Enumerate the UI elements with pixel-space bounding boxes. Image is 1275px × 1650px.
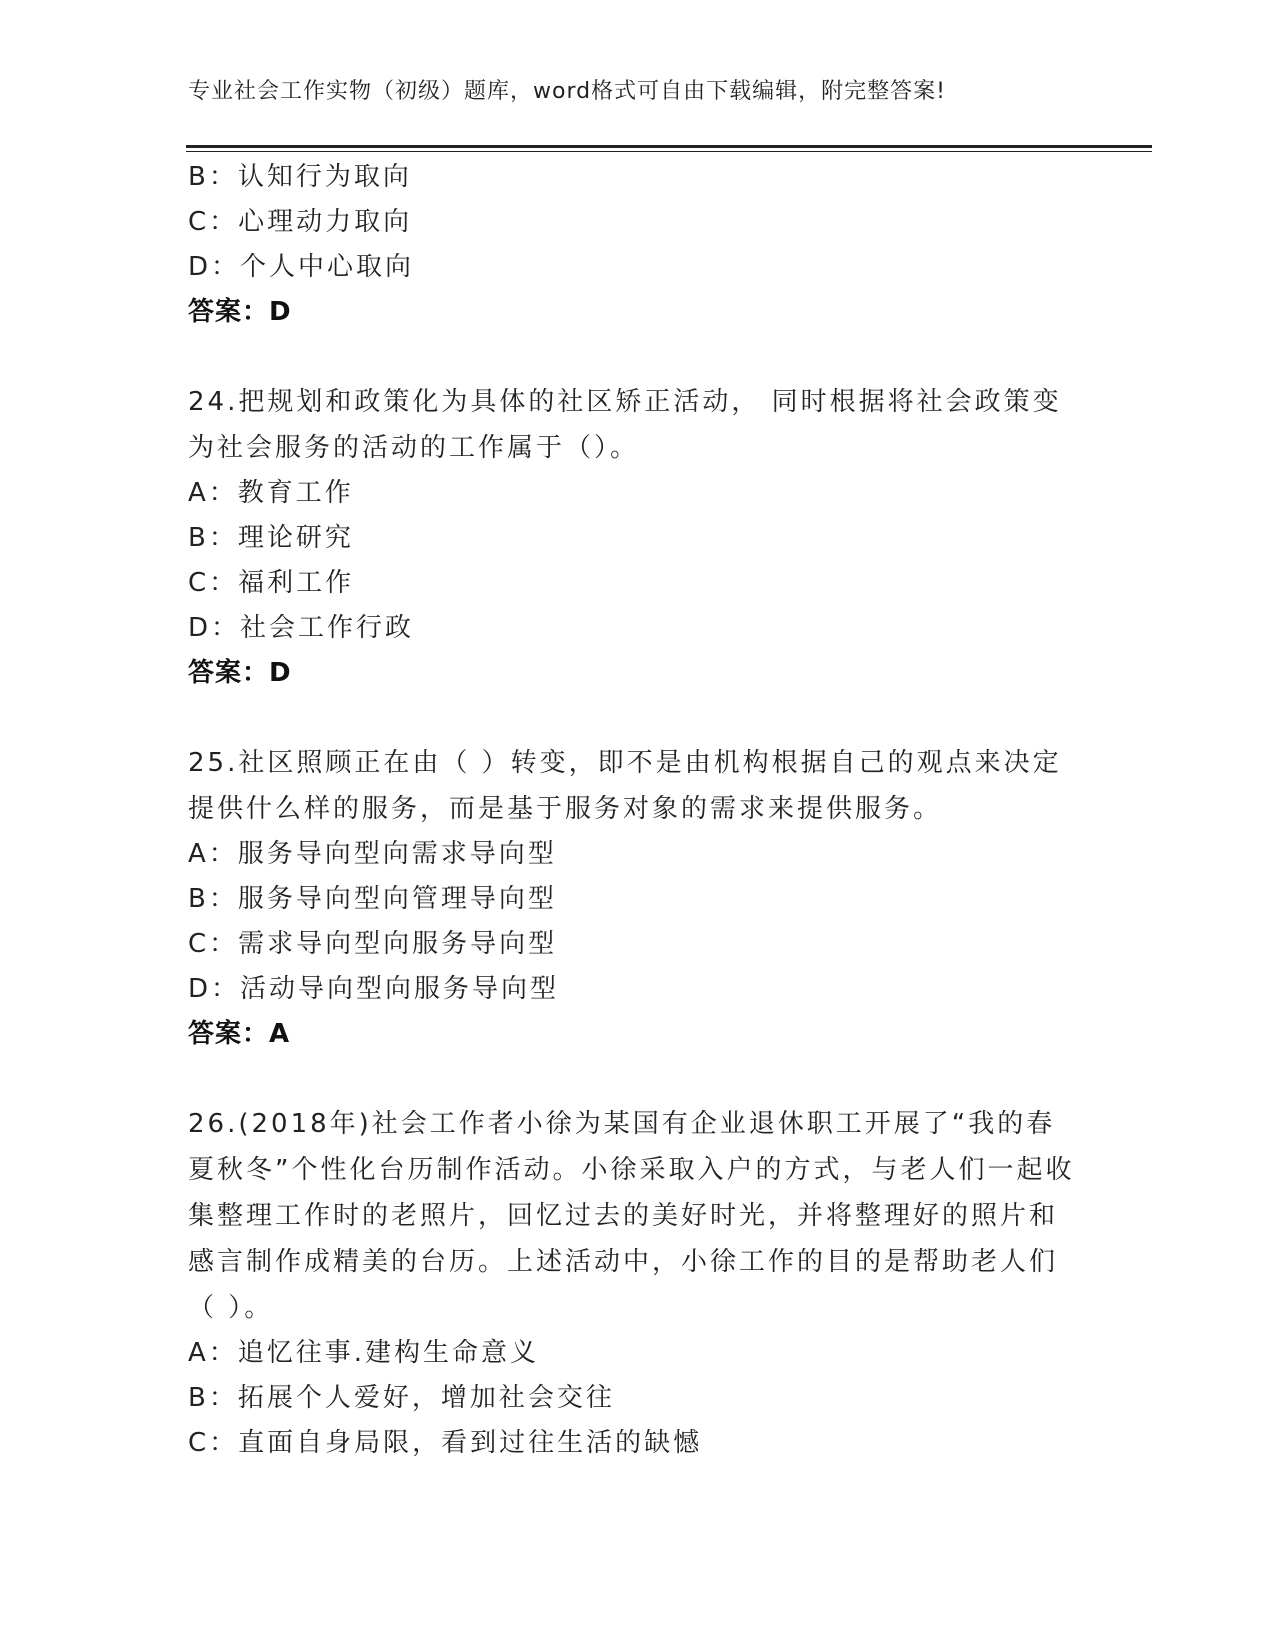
- option-c: C：直面自身局限，看到过往生活的缺憾: [188, 1428, 703, 1458]
- option-a: A：追忆往事.建构生命意义: [188, 1338, 540, 1368]
- question-26: [188, 1101, 1088, 1466]
- page-header: 专业社会工作实物（初级）题库，word格式可自由下载编辑，附完整答案!: [188, 79, 946, 104]
- answer-line: 答案：D: [188, 658, 292, 688]
- question-24: [188, 379, 1088, 696]
- question-stem: 24.把规划和政策化为具体的社区矫正活动， 同时根据将社会政策变为社会服务的活动的工作属于（）。: [188, 387, 1062, 463]
- option-c: C：福利工作: [188, 568, 355, 598]
- answer-line: 答案：D: [188, 297, 292, 327]
- option-a: A：服务导向型向需求导向型: [188, 839, 557, 869]
- option-b: B：拓展个人爱好，增加社会交往: [188, 1383, 615, 1413]
- option-a: A：教育工作: [188, 478, 354, 508]
- answer-line: 答案：A: [188, 1019, 291, 1049]
- header-divider: [186, 145, 1152, 148]
- question-stem: 25.社区照顾正在由（ ）转变，即不是由机构根据自己的观点来决定提供什么样的服务，而是基于服务对象的需求来提供服务。: [188, 748, 1062, 824]
- option-b: B：认知行为取向: [188, 162, 412, 192]
- question-23-tail: [188, 155, 1088, 335]
- document-body: [188, 155, 1088, 1466]
- option-b: B：服务导向型向管理导向型: [188, 884, 557, 914]
- option-d: D：活动导向型向服务导向型: [188, 974, 560, 1004]
- question-25: [188, 740, 1088, 1057]
- question-stem: 26.(2018年)社会工作者小徐为某国有企业退休职工开展了“我的春夏秋冬”个性化台历制作活动。小徐采取入户的方式，与老人们一起收集整理工作时的老照片，回忆过去的美好时光，并将整理好的照片和感言制作成精美的台历。上述活动中，小徐工作的目的是帮助老人们（ ）。: [188, 1109, 1075, 1323]
- option-c: C：心理动力取向: [188, 207, 413, 237]
- option-d: D：个人中心取向: [188, 252, 415, 282]
- option-c: C：需求导向型向服务导向型: [188, 929, 558, 959]
- option-d: D：社会工作行政: [188, 613, 415, 643]
- option-b: B：理论研究: [188, 523, 354, 553]
